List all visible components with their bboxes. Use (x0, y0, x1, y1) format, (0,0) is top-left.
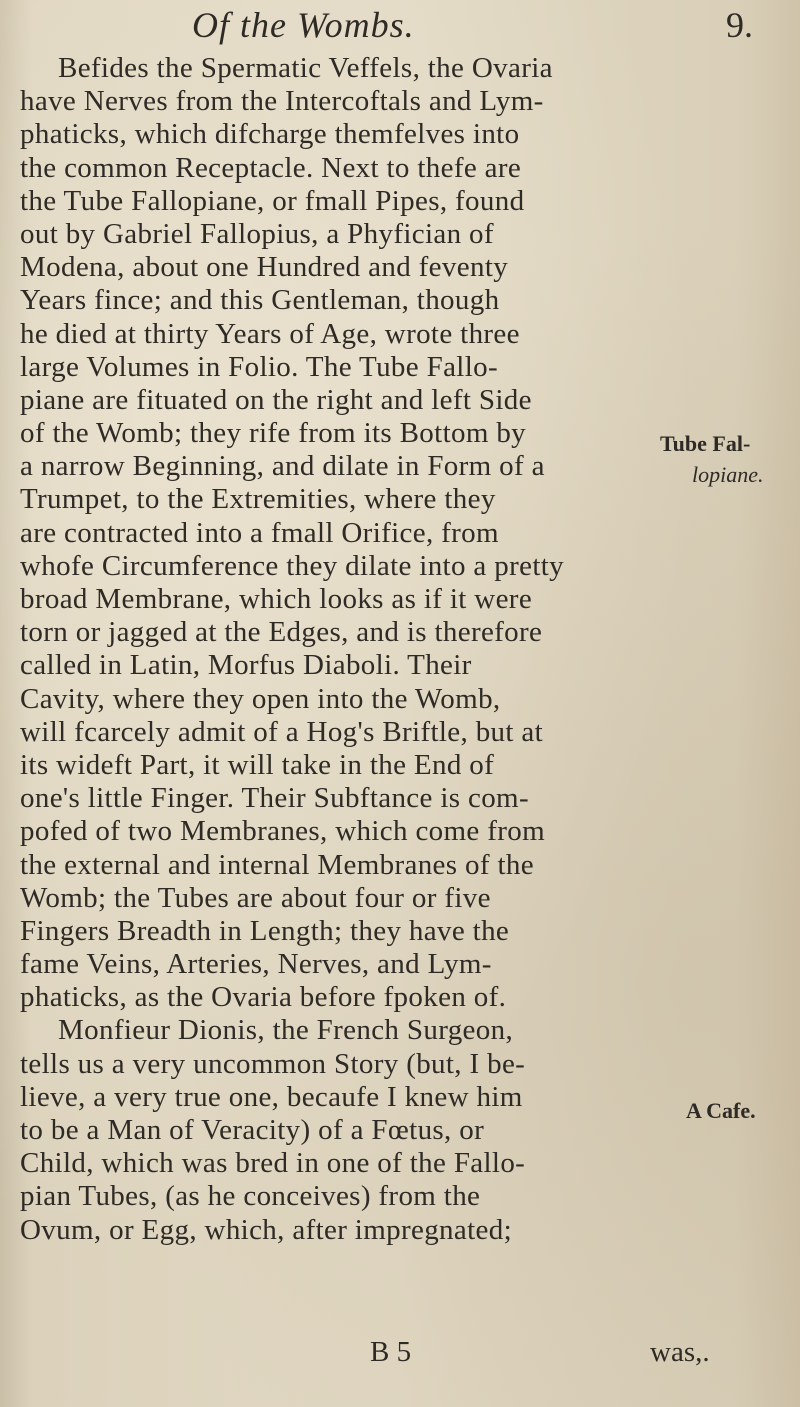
text-line: fame Veins, Arteries, Nerves, and Lym- (20, 948, 492, 981)
text-line: phaticks, as the Ovaria before fpoken of. (20, 981, 507, 1014)
text-line: Fingers Breadth in Length; they have the (20, 914, 510, 947)
page-number: 9. (726, 5, 753, 45)
text-line: phaticks, which difcharge themfelves into (20, 118, 520, 151)
margin-note-tube-cont: lopiane. (692, 462, 764, 487)
text-line: Womb; the Tubes are about four or five (20, 881, 491, 914)
text-line: called in Latin, Morfus Diaboli. Their (20, 649, 472, 682)
text-line: are contracted into a fmall Orifice, from (20, 516, 499, 549)
running-head-title: Of the Wombs. (192, 5, 415, 45)
text-line: its wideft Part, it will take in the End of (20, 748, 495, 781)
text-line: a narrow Beginning, and dilate in Form of a (20, 450, 545, 483)
text-line: will fcarcely admit of a Hog's Briftle, but at (20, 715, 544, 748)
text-line: large Volumes in Folio. The Tube Fallo- (20, 350, 498, 383)
margin-note-tube: Tube Fal- (660, 431, 751, 456)
text-line: tells us a very uncommon Story (but, I be- (20, 1047, 526, 1080)
text-line: piane are fituated on the right and left Side (20, 383, 532, 416)
catchword: was,. (650, 1336, 710, 1368)
text-line: Modena, about one Hundred and feventy (20, 251, 509, 284)
text-line: Cavity, where they open into the Womb, (20, 682, 501, 715)
text-line: Monfieur Dionis, the French Surgeon, (58, 1014, 514, 1047)
text-line: pian Tubes, (as he conceives) from the (20, 1180, 481, 1213)
text-line: Years fince; and this Gentleman, though (20, 284, 500, 317)
text-line: Ovum, or Egg, which, after impregnated; (20, 1213, 513, 1246)
text-line: the external and internal Membranes of the (20, 848, 534, 881)
text-line: the Tube Fallopiane, or fmall Pipes, found (20, 184, 525, 217)
page-footer (0, 1336, 800, 1376)
text-line: have Nerves from the Intercoftals and Lym- (20, 85, 544, 118)
text-line: of the Womb; they rife from its Bottom by (20, 417, 527, 450)
text-line: Child, which was bred in one of the Fallo- (20, 1147, 526, 1180)
text-line: whofe Circumference they dilate into a pretty (20, 549, 564, 582)
running-head (0, 4, 800, 56)
text-line: lieve, a very true one, becaufe I knew him (20, 1080, 523, 1113)
text-line: one's little Finger. Their Subftance is com- (20, 782, 529, 815)
text-line: torn or jagged at the Edges, and is therefore (20, 616, 543, 649)
text-line: Befides the Spermatic Veffels, the Ovaria (58, 52, 553, 84)
text-line: pofed of two Membranes, which come from (20, 815, 546, 848)
body-text (20, 52, 780, 1247)
text-line: the common Receptacle. Next to thefe are (20, 151, 522, 184)
margin-note-case: A Cafe. (686, 1098, 756, 1123)
text-line: Trumpet, to the Extremities, where they (20, 483, 496, 516)
text-line: he died at thirty Years of Age, wrote three (20, 317, 520, 350)
signature-mark: B 5 (370, 1336, 412, 1368)
text-line: to be a Man of Veracity) of a Fœtus, or (20, 1114, 485, 1146)
text-line: broad Membrane, which looks as if it were (20, 583, 533, 615)
text-line: out by Gabriel Fallopius, a Phyfician of (20, 217, 494, 250)
